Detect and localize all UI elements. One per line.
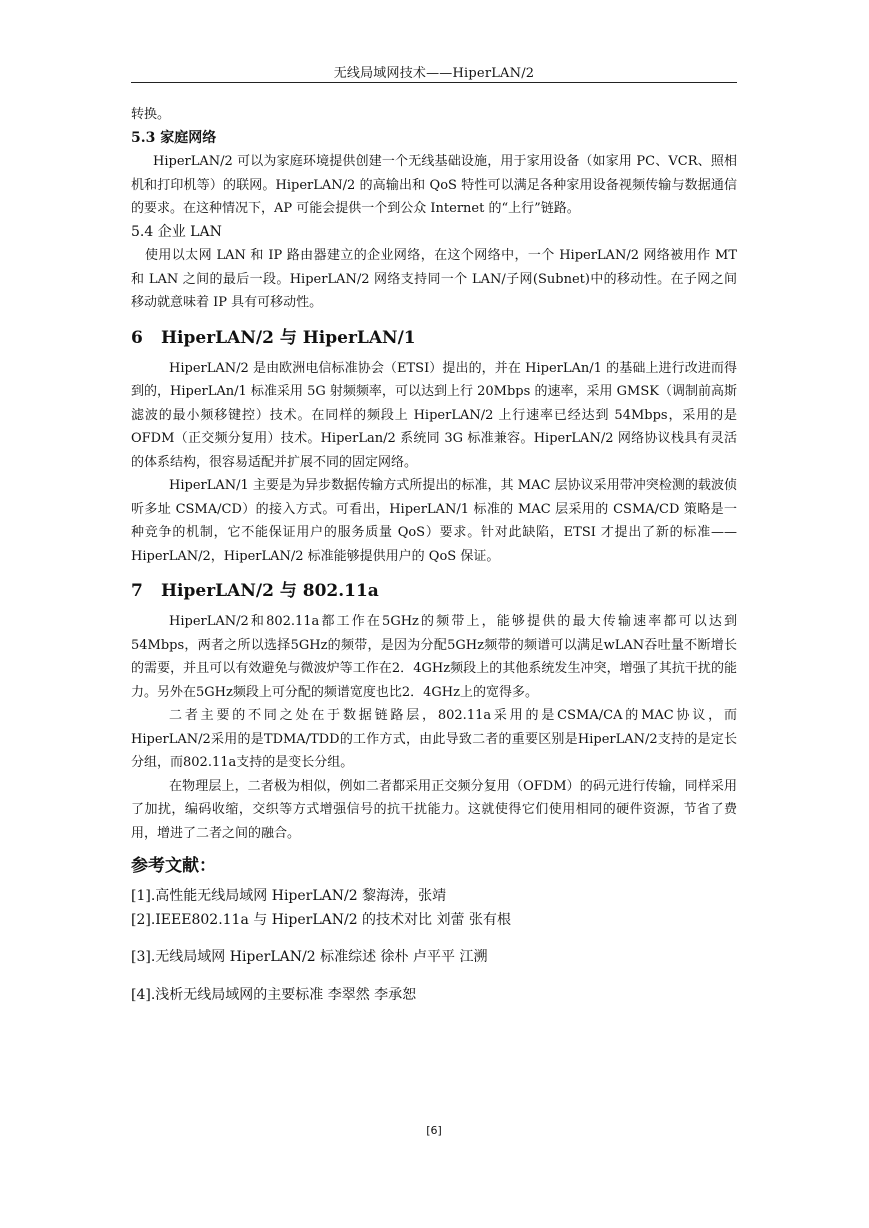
section-6-paragraph-2: HiperLAN/1 主要是为异步数据传输方式所提出的标准，其 MAC 层协议采用带冲突检测的载波侦听多址 CSMA/CD）的接入方式。可看出，HiperLAN/1 标准的 MAC 层采用的 CSMA/CD 策略是一种竞争的机制，它不能保证用户的服务质量 QoS）要求。针对此缺陷，ETSI 才提出了新的标准——HiperLAN/2，HiperLAN/2 标准能够提供用户的 QoS 保证。: [131, 478, 737, 564]
page-number: [6]: [426, 1124, 442, 1137]
section-7-paragraph-3: 在物理层上，二者极为相似，例如二者都采用正交频分复用（OFDM）的码元进行传输，同样采用了加扰，编码收缩，交织等方式增强信号的抗干扰能力。这就使得它们使用相同的硬件资源，节省了费用，增进了二者之间的融合。: [131, 778, 737, 841]
page-content: [131, 103, 737, 1007]
section-7-title: HiperLAN/2 与 802.11a: [161, 581, 379, 601]
section-6-paragraph-1: HiperLAN/2 是由欧洲电信标准协会（ETSI）提出的，并在 HiperLAn/1 的基础上进行改进而得到的，HiperLAn/1 标准采用 5G 射频频率，可以达到上行 20Mbps 的速率，采用 GMSK（调制前高斯滤波的最小频移键控）技术。在同样的频段上 HiperLAN/2 上行速率已经达到 54Mbps，采用的是 OFDM（正交频分复用）技术。HiperLan/2 系统同 3G 标准兼容。HiperLAN/2 网络协议栈具有灵活的体系结构，很容易适配并扩展不同的固定网络。: [131, 360, 737, 470]
section-5-3-paragraph: HiperLAN/2 可以为家庭环境提供创建一个无线基础设施，用于家用设备（如家用 PC、VCR、照相机和打印机等）的联网。HiperLAN/2 的高输出和 QoS 特性可以满足各种家用设备视频传输与数据通信的要求。在这种情况下，AP 可能会提供一个到公众 Internet 的“上行”链路。: [131, 154, 737, 216]
document-page: [131, 0, 737, 1228]
section-7-number: 7: [131, 581, 143, 601]
section-7-heading: [131, 576, 737, 606]
page-header: 无线局域网技术——HiperLAN/2: [333, 66, 535, 81]
section-6-title: HiperLAN/2 与 HiperLAN/1: [161, 327, 416, 348]
reference-item: [2].IEEE802.11a 与 HiperLAN/2 的技术对比 刘蕾 张有根: [131, 911, 511, 928]
intro-fragment: 转换。: [131, 107, 171, 122]
section-6-heading: [131, 323, 737, 353]
reference-item: [4].浅析无线局域网的主要标准 李翠然 李承恕: [131, 986, 417, 1003]
section-7-paragraph-1: HiperLAN/2和802.11a都工作在5GHz的频带上，能够提供的最大传输速率都可以达到54Mbps，两者之所以选择5GHz的频带，是因为分配5GHz频带的频谱可以满足wLAN吞吐量不断增长的需要，并且可以有效避免与微波炉等工作在2．4GHz频段上的其他系统发生冲突，增强了其抗干扰的能力。另外在5GHz频段上可分配的频谱宽度也比2．4GHz上的宽得多。: [131, 614, 737, 700]
reference-item: [3].无线局域网 HiperLAN/2 标准综述 徐朴 卢平平 江溯: [131, 949, 488, 965]
section-7-paragraph-2: 二者主要的不同之处在于数据链路层，802.11a采用的是CSMA/CA的MAC协议，而HiperLAN/2采用的是TDMA/TDD的工作方式，由此导致二者的重要区别是HiperLAN/2支持的是定长分组，而802.11a支持的是变长分组。: [131, 708, 737, 770]
section-5-4-heading: 5.4 企业 LAN: [131, 223, 222, 240]
reference-item: [1].高性能无线局域网 HiperLAN/2 黎海涛，张靖: [131, 888, 447, 904]
section-6-number: 6: [131, 327, 143, 348]
header-rule: [131, 82, 737, 83]
section-5-3-heading: 5.3 家庭网络: [131, 129, 217, 146]
section-5-4-paragraph: 使用以太网 LAN 和 IP 路由器建立的企业网络，在这个网络中，一个 HiperLAN/2 网络被用作 MT 和 LAN 之间的最后一段。HiperLAN/2 网络支持同一个 LAN/子网(Subnet)中的移动性。在子网之间移动就意味着 IP 具有可移动性。: [131, 248, 737, 310]
references-heading: 参考文献：: [131, 856, 216, 876]
